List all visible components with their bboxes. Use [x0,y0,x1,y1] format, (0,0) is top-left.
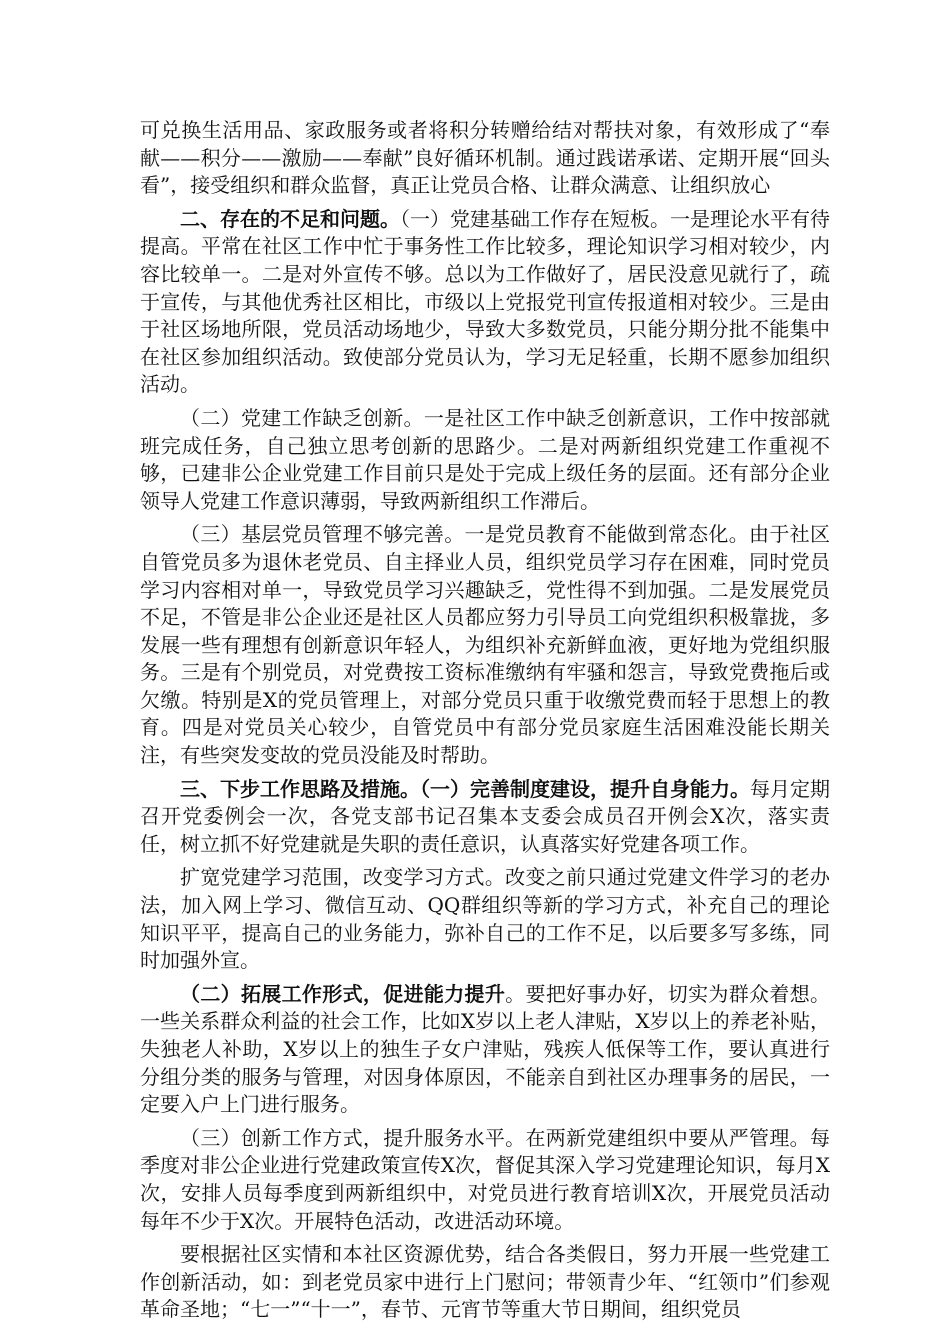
section-heading-next-steps: 三、下步工作思路及措施。（一）完善制度建设，提升自身能力。 [180,776,750,801]
paragraph-expand-forms [140,981,830,1119]
section-heading-problems: 二、存在的不足和问题。 [180,206,400,231]
paragraph-next-steps [140,776,830,859]
paragraph-text: （三）创新工作方式，提升服务水平。在两新党建组织中要从严管理。每季度对非公企业进行党建政策宣传X次，督促其深入学习党建理论知识，每月X次，安排人员每季度到两新组织中，对党员进行教育培训X次，开展党员活动每年不少于X次。开展特色活动，改进活动环境。 [140,1125,830,1233]
paragraph-activities [140,1241,830,1324]
paragraph-innovate-methods [140,1125,830,1235]
paragraph-text: （三）基层党员管理不够完善。一是党员教育不能做到常态化。由于社区自管党员多为退休老党员、自主择业人员，组织党员学习存在困难，同时党员学习内容相对单一，导致党员学习兴趣缺乏，党性得不到加强。二是发展党员不足，不管是非公企业还是社区人员都应努力引导员工向党组织积极靠拢，多发展一些有理想有创新意识年轻人，为组织补充新鲜血液，更好地为党组织服务。三是有个别党员，对党费按工资标准缴纳有牢骚和怨言，导致党费拖后或欠缴。特别是X的党员管理上，对部分党员只重于收缴党费而轻于思想上的教育。四是对党员关心较少，自管党员中有部分党员家庭生活困难没能长期关注，有些突发变故的党员没能及时帮助。 [140,522,830,768]
paragraph-text: 。要把好事办好，切实为群众着想。一些关系群众利益的社会工作，比如X岁以上老人津贴，X岁以上的养老补贴，失独老人补助，X岁以上的独生子女户津贴，残疾人低保等工作，要认真进行分组分类的服务与管理，对因身体原因，不能亲自到社区办理事务的居民，一定要入户上门进行服务。 [140,981,831,1117]
paragraph-text: 扩宽党建学习范围，改变学习方式。改变之前只通过党建文件学习的老办法，加入网上学习、微信互动、QQ群组织等新的学习方式，补充自己的理论知识平平，提高自己的业务能力，弥补自己的工作不足，以后要多写多练，同时加强外宣。 [140,865,830,973]
subheading-expand-forms: （二）拓展工作形式，促进能力提升 [180,981,506,1006]
paragraph-text: 可兑换生活用品、家政服务或者将积分转赠给结对帮扶对象，有效形成了“奉献——积分——激励——奉献”良好循环机制。通过践诺承诺、定期开展“回头看”，接受组织和群众监督，真正让党员合格、让群众满意、让组织放心 [140,118,830,198]
paragraph-innovation [140,405,830,515]
paragraph-text: 每月定期召开党委例会一次，各党支部书记召集本支委会成员召开例会X次，落实责任，树立抓不好党建就是失职的责任意识，认真落实好党建各项工作。 [140,776,830,856]
document-body [140,117,830,1330]
paragraph-text: （二）党建工作缺乏创新。一是社区工作中缺乏创新意识，工作中按部就班完成任务，自己独立思考创新的思路少。二是对两新组织党建工作重视不够，已建非公企业党建工作目前只是处于完成上级任务的层面。还有部分企业领导人党建工作意识薄弱，导致两新组织工作滞后。 [140,405,830,513]
paragraph-continuation [140,117,830,200]
paragraph-study-scope [140,864,830,974]
paragraph-text: （一）党建基础工作存在短板。一是理论水平有待提高。平常在社区工作中忙于事务性工作比较多，理论知识学习相对较少，内容比较单一。二是对外宣传不够。总以为工作做好了，居民没意见就行了，疏于宣传，与其他优秀社区相比，市级以上党报党刊宣传报道相对较少。三是由于社区场地所限，党员活动场地少，导致大多数党员，只能分期分批不能集中在社区参加组织活动。致使部分党员认为，学习无足轻重，长期不愿参加组织活动。 [140,206,830,397]
paragraph-member-management [140,521,830,769]
paragraph-text: 要根据社区实情和本社区资源优势，结合各类假日，努力开展一些党建工作创新活动，如：到老党员家中进行上门慰问；带领青少年、“红领巾”们参观革命圣地；“七一”“十一”，春节、元宵节等重大节日期间，组织党员 [140,1242,830,1322]
paragraph-problems [140,206,830,399]
